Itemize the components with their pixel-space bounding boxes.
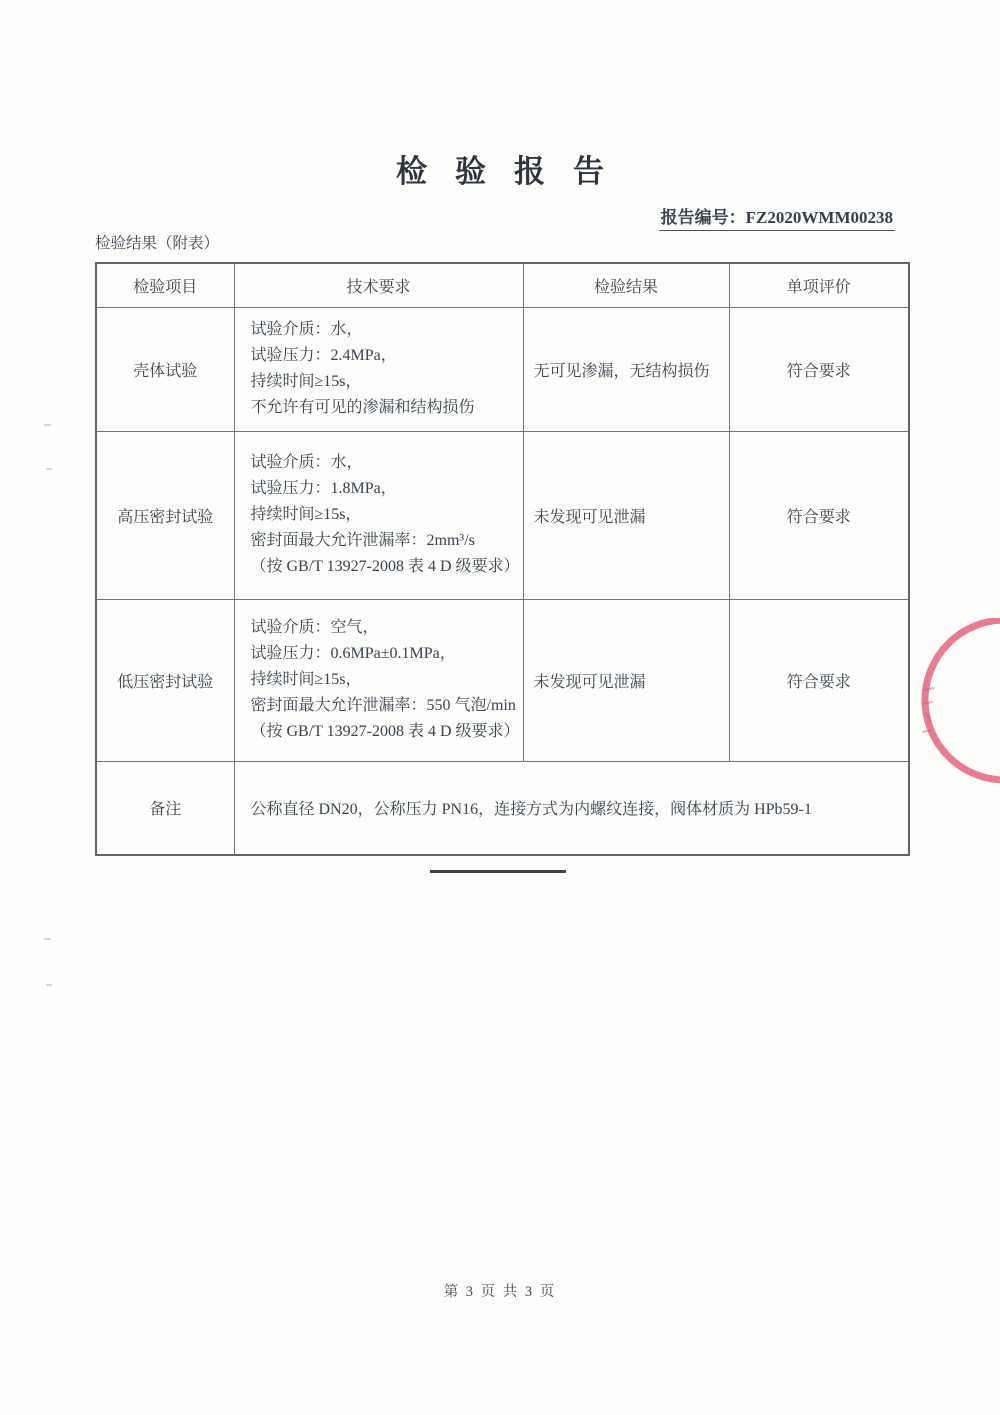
scan-speck [46,468,52,470]
requirement-line: （按 GB/T 13927-2008 表 4 D 级要求） [250,723,520,740]
requirement-line: （按 GB/T 13927-2008 表 4 D 级要求） [250,558,520,575]
column-header-result: 检验结果 [523,263,729,307]
table-row-high-pressure-seal-test [96,431,909,599]
requirement-line: 持续时间≥15s， [250,373,362,390]
requirement-line: 试验介质：空气， [250,619,379,636]
requirements-cell [234,431,523,599]
requirement-line: 密封面最大允许泄漏率：2mm³/s [250,532,475,549]
requirement-line: 不允许有可见的渗漏和结构损伤 [250,399,475,416]
column-header-requirement: 技术要求 [234,263,523,307]
requirements-cell [234,599,523,761]
red-stamp-arc-icon [898,618,1000,793]
report-number [659,203,895,231]
remark-text-cell: 公称直径 DN20，公称压力 PN16，连接方式为内螺纹连接，阀体材质为 HPb59-1 [234,761,909,855]
page-title: 检验报告 [396,154,632,189]
requirement-line: 试验介质：水， [250,321,363,338]
table-row-remark [96,761,909,855]
result-cell: 未发现可见泄漏 [523,599,729,761]
end-of-report-line [430,870,566,873]
requirement-line: 试验压力：1.8MPa， [250,480,397,497]
evaluation-cell: 符合要求 [729,599,909,761]
scan-speck [46,984,52,986]
item-cell: 壳体试验 [96,307,234,431]
table-row-low-pressure-seal-test [96,599,909,761]
column-header-item: 检验项目 [96,263,234,307]
requirement-line: 试验压力：0.6MPa±0.1MPa， [250,645,456,662]
evaluation-cell: 符合要求 [729,431,909,599]
requirement-line: 持续时间≥15s， [250,671,362,688]
inspection-result-table [95,262,910,856]
requirement-line: 试验介质：水， [250,454,363,471]
remark-label-cell: 备注 [96,761,234,855]
report-number-value: FZ2020WMM00238 [745,208,893,227]
item-cell: 低压密封试验 [96,599,234,761]
table-row-shell-test [96,307,909,431]
column-header-evaluation: 单项评价 [729,263,909,307]
requirement-line: 试验压力：2.4MPa， [250,347,397,364]
requirement-line: 密封面最大允许泄漏率：550 气泡/min [250,697,516,714]
item-cell: 高压密封试验 [96,431,234,599]
page-number-footer: 第 3 页 共 3 页 [443,1284,557,1300]
scan-speck [44,938,51,940]
requirements-cell [234,307,523,431]
scan-speck [44,424,51,426]
result-cell: 未发现可见泄漏 [523,431,729,599]
requirement-line: 持续时间≥15s， [250,506,362,523]
table-header-row [96,263,909,307]
evaluation-cell: 符合要求 [729,307,909,431]
report-number-label: 报告编号： [660,208,746,227]
section-label-attached-table: 检验结果（附表） [95,235,220,252]
result-cell: 无可见渗漏，无结构损伤 [523,307,729,431]
